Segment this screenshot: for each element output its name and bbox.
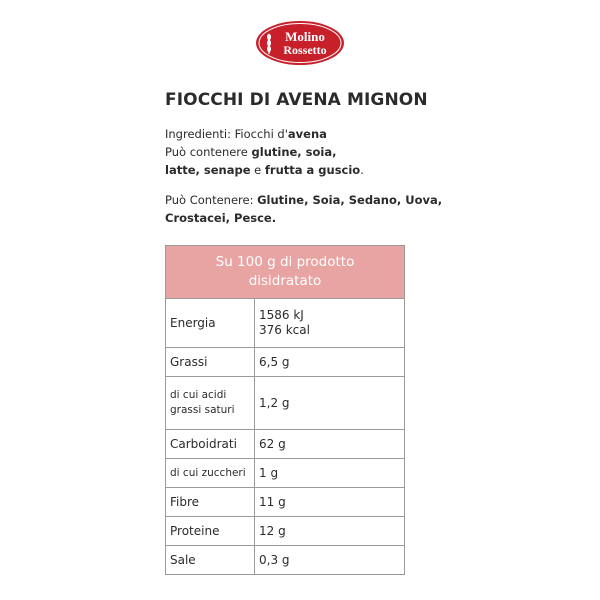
nutrient-value: 6,5 g xyxy=(255,348,405,377)
nutrient-name-line-2: grassi saturi xyxy=(170,404,235,416)
nutrient-name: Grassi xyxy=(166,348,255,377)
ingredients-prefix: Fiocchi d' xyxy=(234,127,288,141)
logo-badge xyxy=(255,20,345,66)
nutrient-value: 0,3 g xyxy=(255,546,405,575)
table-row xyxy=(166,430,405,459)
nutrient-name: Proteine xyxy=(166,517,255,546)
allergens-line-1 xyxy=(165,191,442,209)
table-row xyxy=(166,488,405,517)
logo-text-2: Rossetto xyxy=(283,43,327,57)
nutrition-header xyxy=(166,246,405,299)
table-row xyxy=(166,546,405,575)
allergens-line-2 xyxy=(165,209,442,227)
nutrition-header-line-2: disidratato xyxy=(248,273,322,289)
nutrient-value xyxy=(255,299,405,348)
nutrient-value: 1,2 g xyxy=(255,377,405,430)
nutrient-value: 12 g xyxy=(255,517,405,546)
allergens-list-1: Glutine, Soia, Sedano, Uova, xyxy=(257,193,443,207)
product-title: FIOCCHI DI AVENA MIGNON xyxy=(165,90,428,110)
nutrient-value: 1 g xyxy=(255,459,405,488)
nutrition-header-line-1: Su 100 g di prodotto xyxy=(215,254,355,270)
may-contain-2b: frutta a guscio xyxy=(264,163,361,177)
ingredients-label: Ingredienti: xyxy=(165,127,235,141)
nutrient-name: Carboidrati xyxy=(166,430,255,459)
table-row xyxy=(166,348,405,377)
nutrient-name: Sale xyxy=(166,546,255,575)
may-contain-and: e xyxy=(250,163,265,177)
brand-logo xyxy=(255,20,345,66)
logo-text-1: Molino xyxy=(285,29,325,44)
may-contain-2a: latte, senape xyxy=(165,163,251,177)
allergens-list-2: Crostacei, Pesce. xyxy=(165,211,277,225)
table-row xyxy=(166,299,405,348)
allergens-block xyxy=(165,191,442,227)
nutrient-name xyxy=(166,377,255,430)
nutrient-value-kcal: 376 kcal xyxy=(259,323,310,337)
nutrient-name: Fibre xyxy=(166,488,255,517)
allergens-label: Può Contenere: xyxy=(165,193,258,207)
table-row xyxy=(166,459,405,488)
nutrient-name: Energia xyxy=(166,299,255,348)
table-row xyxy=(166,377,405,430)
may-contain-1: glutine, soia, xyxy=(251,145,337,159)
may-contain-end: . xyxy=(360,163,364,177)
nutrient-value-kj: 1586 kJ xyxy=(259,308,304,322)
ingredients-line-1 xyxy=(165,125,364,143)
table-row xyxy=(166,517,405,546)
wheat-icon xyxy=(267,34,271,54)
ingredients-line-2 xyxy=(165,143,364,161)
ingredients-line-3 xyxy=(165,161,364,179)
nutrient-name: di cui zuccheri xyxy=(166,459,255,488)
may-contain-prefix: Può contenere xyxy=(165,145,252,159)
nutrient-name-line-1: di cui acidi xyxy=(170,389,227,401)
nutrition-table xyxy=(165,245,405,575)
nutrient-value: 62 g xyxy=(255,430,405,459)
nutrient-value: 11 g xyxy=(255,488,405,517)
ingredients-main: avena xyxy=(287,127,327,141)
ingredients-block xyxy=(165,125,364,179)
